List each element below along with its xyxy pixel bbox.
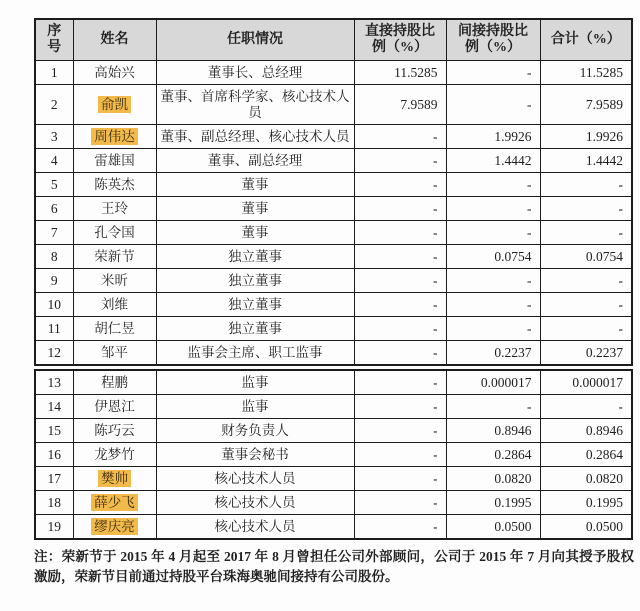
name-cell bbox=[73, 85, 156, 125]
serial-cell: 4 bbox=[35, 149, 73, 173]
table-row bbox=[35, 395, 632, 419]
position-cell: 董事、副总经理、核心技术人员 bbox=[156, 125, 354, 149]
position-cell: 财务负责人 bbox=[156, 419, 354, 443]
serial-cell: 17 bbox=[35, 467, 73, 491]
direct-cell: - bbox=[354, 370, 446, 395]
table-row bbox=[35, 173, 632, 197]
table-row bbox=[35, 245, 632, 269]
total-cell: - bbox=[540, 317, 632, 341]
indirect-cell: 0.0820 bbox=[446, 467, 540, 491]
indirect-cell: - bbox=[446, 173, 540, 197]
direct-cell: - bbox=[354, 467, 446, 491]
name-cell: 孔令国 bbox=[73, 221, 156, 245]
serial-cell: 8 bbox=[35, 245, 73, 269]
direct-cell: - bbox=[354, 125, 446, 149]
indirect-cell: 0.0754 bbox=[446, 245, 540, 269]
position-cell: 独立董事 bbox=[156, 245, 354, 269]
direct-cell: - bbox=[354, 269, 446, 293]
serial-cell: 16 bbox=[35, 443, 73, 467]
serial-cell: 9 bbox=[35, 269, 73, 293]
serial-cell: 11 bbox=[35, 317, 73, 341]
serial-cell: 2 bbox=[35, 85, 73, 125]
position-cell: 监事 bbox=[156, 370, 354, 395]
serial-cell: 3 bbox=[35, 125, 73, 149]
total-cell: 0.2864 bbox=[540, 443, 632, 467]
total-cell: - bbox=[540, 221, 632, 245]
col-header-position: 任职情况 bbox=[156, 19, 354, 61]
name-cell: 龙梦竹 bbox=[73, 443, 156, 467]
table-row bbox=[35, 269, 632, 293]
indirect-cell: - bbox=[446, 395, 540, 419]
indirect-cell: - bbox=[446, 61, 540, 85]
serial-cell: 18 bbox=[35, 491, 73, 515]
direct-cell: - bbox=[354, 491, 446, 515]
name-cell bbox=[73, 491, 156, 515]
direct-cell: - bbox=[354, 515, 446, 540]
indirect-cell: - bbox=[446, 317, 540, 341]
table-row bbox=[35, 515, 632, 540]
total-cell: 1.9926 bbox=[540, 125, 632, 149]
serial-cell: 19 bbox=[35, 515, 73, 540]
name-cell: 荣新节 bbox=[73, 245, 156, 269]
name-cell: 刘维 bbox=[73, 293, 156, 317]
highlighted-name: 樊帅 bbox=[98, 470, 131, 487]
serial-cell: 5 bbox=[35, 173, 73, 197]
total-cell: 0.8946 bbox=[540, 419, 632, 443]
table-row bbox=[35, 197, 632, 221]
header-row bbox=[35, 19, 632, 61]
indirect-cell: - bbox=[446, 293, 540, 317]
total-cell: 0.2237 bbox=[540, 341, 632, 366]
col-header-serial: 序号 bbox=[35, 19, 73, 61]
serial-cell: 12 bbox=[35, 341, 73, 366]
direct-cell: - bbox=[354, 317, 446, 341]
direct-cell: 7.9589 bbox=[354, 85, 446, 125]
total-cell: 11.5285 bbox=[540, 61, 632, 85]
indirect-cell: 0.8946 bbox=[446, 419, 540, 443]
direct-cell: - bbox=[354, 149, 446, 173]
position-cell: 董事会秘书 bbox=[156, 443, 354, 467]
table-row bbox=[35, 149, 632, 173]
direct-cell: - bbox=[354, 173, 446, 197]
name-cell: 邹平 bbox=[73, 341, 156, 366]
total-cell: - bbox=[540, 395, 632, 419]
total-cell: 7.9589 bbox=[540, 85, 632, 125]
indirect-cell: 0.000017 bbox=[446, 370, 540, 395]
indirect-cell: 0.1995 bbox=[446, 491, 540, 515]
table-row bbox=[35, 221, 632, 245]
position-cell: 核心技术人员 bbox=[156, 515, 354, 540]
position-cell: 监事会主席、职工监事 bbox=[156, 341, 354, 366]
shareholding-table-lower bbox=[34, 369, 633, 540]
direct-cell: - bbox=[354, 197, 446, 221]
highlighted-name: 俞凯 bbox=[98, 96, 131, 113]
direct-cell: - bbox=[354, 341, 446, 366]
table-row bbox=[35, 61, 632, 85]
position-cell: 董事 bbox=[156, 221, 354, 245]
total-cell: - bbox=[540, 269, 632, 293]
serial-cell: 10 bbox=[35, 293, 73, 317]
direct-cell: - bbox=[354, 221, 446, 245]
table-row bbox=[35, 467, 632, 491]
total-cell: - bbox=[540, 173, 632, 197]
total-cell: - bbox=[540, 197, 632, 221]
direct-cell: - bbox=[354, 395, 446, 419]
total-cell: 0.000017 bbox=[540, 370, 632, 395]
name-cell bbox=[73, 515, 156, 540]
indirect-cell: - bbox=[446, 269, 540, 293]
table-row bbox=[35, 419, 632, 443]
direct-cell: - bbox=[354, 293, 446, 317]
direct-cell: - bbox=[354, 245, 446, 269]
table-row bbox=[35, 125, 632, 149]
total-cell: - bbox=[540, 293, 632, 317]
col-header-direct: 直接持股比例（%） bbox=[354, 19, 446, 61]
position-cell: 监事 bbox=[156, 395, 354, 419]
table-row bbox=[35, 85, 632, 125]
col-header-name: 姓名 bbox=[73, 19, 156, 61]
name-cell: 程鹏 bbox=[73, 370, 156, 395]
name-cell: 陈英杰 bbox=[73, 173, 156, 197]
table-row bbox=[35, 443, 632, 467]
name-cell: 王玲 bbox=[73, 197, 156, 221]
table-row bbox=[35, 317, 632, 341]
name-cell: 米昕 bbox=[73, 269, 156, 293]
col-header-total: 合计（%） bbox=[540, 19, 632, 61]
indirect-cell: 0.0500 bbox=[446, 515, 540, 540]
indirect-cell: 1.9926 bbox=[446, 125, 540, 149]
indirect-cell: - bbox=[446, 85, 540, 125]
highlighted-name: 薛少飞 bbox=[91, 494, 138, 511]
total-cell: 1.4442 bbox=[540, 149, 632, 173]
direct-cell: - bbox=[354, 419, 446, 443]
position-cell: 董事 bbox=[156, 173, 354, 197]
shareholding-table-upper bbox=[34, 18, 633, 366]
indirect-cell: 1.4442 bbox=[446, 149, 540, 173]
name-cell: 陈巧云 bbox=[73, 419, 156, 443]
name-cell: 高始兴 bbox=[73, 61, 156, 85]
indirect-cell: - bbox=[446, 221, 540, 245]
serial-cell: 15 bbox=[35, 419, 73, 443]
direct-cell: 11.5285 bbox=[354, 61, 446, 85]
total-cell: 0.0820 bbox=[540, 467, 632, 491]
highlighted-name: 周伟达 bbox=[91, 128, 138, 145]
position-cell: 独立董事 bbox=[156, 293, 354, 317]
serial-cell: 14 bbox=[35, 395, 73, 419]
table-row bbox=[35, 370, 632, 395]
name-cell: 胡仁昱 bbox=[73, 317, 156, 341]
position-cell: 核心技术人员 bbox=[156, 467, 354, 491]
position-cell: 董事、副总经理 bbox=[156, 149, 354, 173]
position-cell: 董事 bbox=[156, 197, 354, 221]
total-cell: 0.0754 bbox=[540, 245, 632, 269]
indirect-cell: - bbox=[446, 197, 540, 221]
total-cell: 0.1995 bbox=[540, 491, 632, 515]
table-row bbox=[35, 293, 632, 317]
indirect-cell: 0.2237 bbox=[446, 341, 540, 366]
position-cell: 核心技术人员 bbox=[156, 491, 354, 515]
position-cell: 董事、首席科学家、核心技术人员 bbox=[156, 85, 354, 125]
serial-cell: 13 bbox=[35, 370, 73, 395]
position-cell: 独立董事 bbox=[156, 317, 354, 341]
position-cell: 董事长、总经理 bbox=[156, 61, 354, 85]
table-row bbox=[35, 341, 632, 366]
serial-cell: 6 bbox=[35, 197, 73, 221]
footnote: 注：荣新节于 2015 年 4 月起至 2017 年 8 月曾担任公司外部顾问，公司于 2015 年 7 月向其授予股权激励，荣新节目前通过持股平台珠海奥驰间接持有公司股份。 bbox=[34, 549, 634, 585]
table-row bbox=[35, 491, 632, 515]
serial-cell: 1 bbox=[35, 61, 73, 85]
serial-cell: 7 bbox=[35, 221, 73, 245]
name-cell: 雷雄国 bbox=[73, 149, 156, 173]
col-header-indirect: 间接持股比例（%） bbox=[446, 19, 540, 61]
total-cell: 0.0500 bbox=[540, 515, 632, 540]
highlighted-name: 缪庆亮 bbox=[91, 518, 138, 535]
name-cell bbox=[73, 467, 156, 491]
direct-cell: - bbox=[354, 443, 446, 467]
position-cell: 独立董事 bbox=[156, 269, 354, 293]
name-cell bbox=[73, 125, 156, 149]
name-cell: 伊恩江 bbox=[73, 395, 156, 419]
indirect-cell: 0.2864 bbox=[446, 443, 540, 467]
